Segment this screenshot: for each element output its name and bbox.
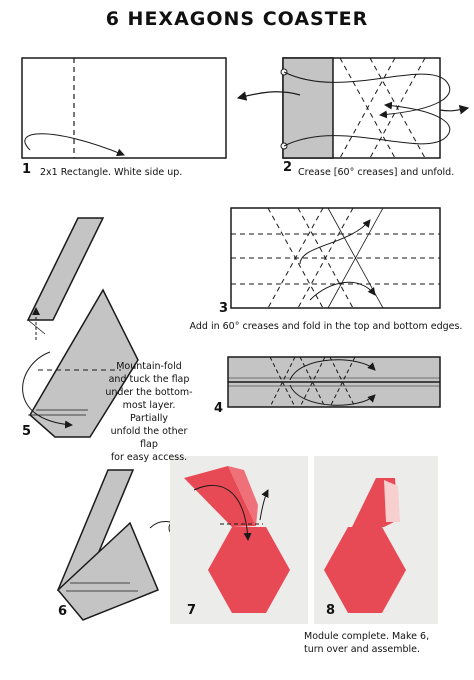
step-number-1: 1 (22, 162, 32, 177)
step6-diagram (58, 470, 183, 620)
step3-diagram (231, 208, 440, 308)
step-number-3: 3 (219, 301, 229, 316)
step-number-7: 7 (187, 603, 197, 618)
step-number-8: 8 (326, 603, 336, 618)
step8-caption-line: turn over and assemble. (304, 644, 420, 655)
step5-caption-line: Mountain-fold (116, 361, 182, 372)
step2-arrow-right (440, 108, 468, 111)
step2-diagram (238, 58, 468, 158)
step8-photo (314, 456, 438, 624)
step4-diagram (228, 357, 440, 407)
step1-diagram (22, 58, 226, 158)
step5-caption-line: most layer. Partially (122, 400, 176, 424)
step-number-6: 6 (58, 604, 68, 619)
step1-caption: 2x1 Rectangle. White side up. (40, 167, 183, 178)
step-number-4: 4 (214, 401, 224, 416)
step-number-5: 5 (22, 424, 32, 439)
step-number-2: 2 (283, 160, 293, 175)
step7-photo (170, 456, 308, 624)
step8-caption (304, 630, 460, 656)
step5-caption-line: for easy access. (110, 452, 188, 463)
step8-caption-line: Module complete. Make 6, (304, 631, 430, 642)
step5-caption-line: under the bottom- (105, 387, 193, 398)
step5-caption-line: unfold the other flap (110, 426, 188, 450)
step2-caption: Crease [60° creases] and unfold. (298, 167, 455, 178)
step5-caption-line: and tuck the flap (108, 374, 190, 385)
step3-caption: Add in 60° creases and fold in the top and bottom edges. (189, 321, 463, 332)
page-title: 6 HEXAGONS COASTER (105, 8, 369, 30)
step1-rectangle (22, 58, 226, 158)
step5-caption (104, 360, 194, 464)
